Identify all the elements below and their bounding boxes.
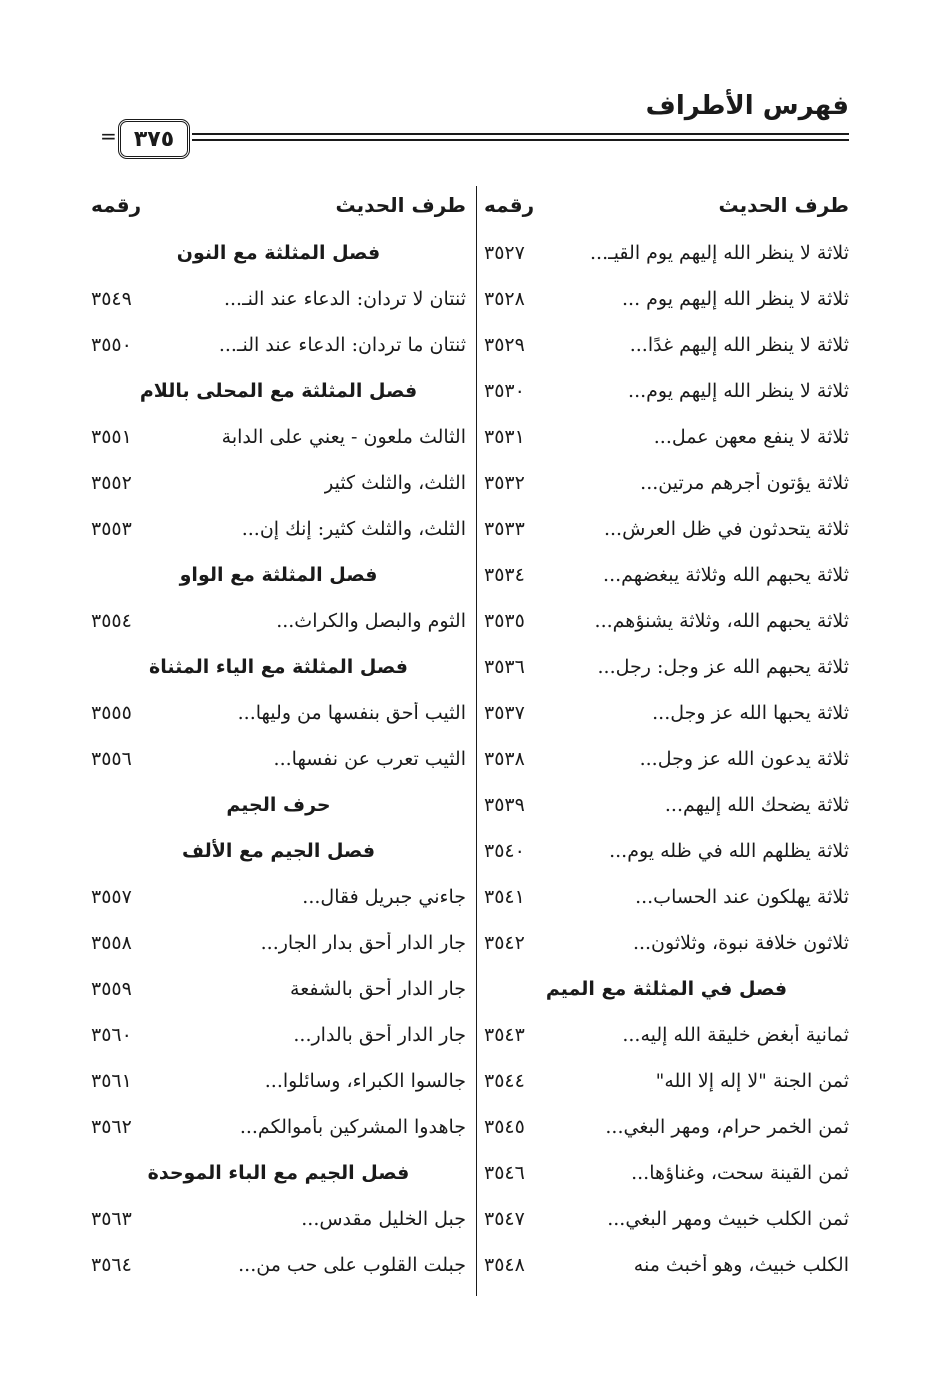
hadith-number: ٣٥٤٤ (484, 1070, 525, 1092)
index-entry (91, 598, 466, 644)
column-header-term: طرف الحديث (718, 193, 849, 217)
hadith-number: ٣٥٢٨ (484, 288, 525, 310)
hadith-excerpt: جبلت القلوب على حب من... (238, 1254, 466, 1276)
column-header (91, 180, 466, 230)
hadith-number: ٣٥٣٩ (484, 794, 525, 816)
index-entry (484, 1196, 849, 1242)
index-entry (484, 1012, 849, 1058)
index-entry (484, 736, 849, 782)
hadith-number: ٣٥٤٠ (484, 840, 525, 862)
hadith-excerpt: جار الدار أحق بالدار... (293, 1024, 466, 1046)
index-entry (484, 230, 849, 276)
index-entry (484, 506, 849, 552)
index-entry (91, 1058, 466, 1104)
index-entry (484, 460, 849, 506)
hadith-number: ٣٥٣٨ (484, 748, 525, 770)
hadith-number: ٣٥٥٣ (91, 518, 132, 540)
hadith-number: ٣٥٤٥ (484, 1116, 525, 1138)
index-entry (484, 598, 849, 644)
hadith-number: ٣٥٥٩ (91, 978, 132, 1000)
hadith-excerpt: ثلاثون خلافة نبوة، وثلاثون... (632, 932, 849, 954)
index-entry (91, 506, 466, 552)
hadith-excerpt: ثمانية أبغض خليقة الله إليه... (622, 1024, 849, 1046)
section-heading: فصل في المثلثة مع الميم (545, 978, 788, 1000)
entry-list (91, 230, 466, 1288)
hadith-excerpt: ثلاثة يؤتون أجرهم مرتين... (640, 472, 849, 494)
hadith-excerpt: جبل الخليل مقدس... (301, 1208, 466, 1230)
hadith-excerpt: ثلاثة لا ينظر الله إليهم غدًا... (629, 334, 849, 356)
hadith-excerpt: الثيب تعرب عن نفسها... (273, 748, 466, 770)
index-entry (91, 1104, 466, 1150)
hadith-excerpt: الكلب خبيث، وهو أخبث منه (633, 1254, 849, 1276)
entry-list (484, 230, 849, 1288)
index-entry (91, 690, 466, 736)
column-header-number: رقمه (484, 193, 535, 217)
index-entry (484, 1058, 849, 1104)
index-entry (91, 1242, 466, 1288)
hadith-number: ٣٥٤١ (484, 886, 525, 908)
index-entry (91, 414, 466, 460)
hadith-number: ٣٥٤٦ (484, 1162, 525, 1184)
index-entry (91, 920, 466, 966)
hadith-number: ٣٥٥٤ (91, 610, 132, 632)
hadith-excerpt: ثمن الجنة "لا إله إلا الله" (655, 1070, 849, 1092)
hadith-excerpt: الثيب أحق بنفسها من وليها... (237, 702, 466, 724)
page-number-mark: = (100, 124, 117, 148)
index-entry (91, 736, 466, 782)
index-entry (91, 874, 466, 920)
column-header-number: رقمه (91, 193, 142, 217)
hadith-excerpt: ثمن الخمر حرام، ومهر البغي... (605, 1116, 849, 1138)
hadith-excerpt: الثلث، والثلث كثير (324, 472, 466, 494)
hadith-excerpt: جار الدار أحق بدار الجار... (260, 932, 466, 954)
page-title: فهرس الأطراف (645, 91, 849, 121)
section-heading: فصل المثلثة مع الياء المثناة (149, 656, 408, 678)
column-header (484, 180, 849, 230)
hadith-excerpt: ثنتان ما تردان: الدعاء عند النـ... (218, 334, 466, 356)
hadith-excerpt: جالسوا الكبراء، وسائلوا... (264, 1070, 466, 1092)
hadith-excerpt: ثلاثة لا ينظر الله إليهم يوم ... (622, 288, 849, 310)
hadith-excerpt: ثمن الكلب خبيث ومهر البغي... (607, 1208, 849, 1230)
hadith-excerpt: ثلاثة يحبها الله عز وجل... (652, 702, 849, 724)
hadith-excerpt: ثلاثة يتحدثون في ظل العرش... (603, 518, 849, 540)
index-entry (484, 368, 849, 414)
page-number: ٣٧٥ (133, 126, 175, 152)
left-column (91, 180, 466, 1288)
index-entry (484, 1242, 849, 1288)
hadith-number: ٣٥٥٨ (91, 932, 132, 954)
section-heading: فصل المثلثة مع النون (176, 242, 381, 264)
hadith-number: ٣٥٣٥ (484, 610, 525, 632)
hadith-number: ٣٥٤٢ (484, 932, 525, 954)
hadith-excerpt: الثلث، والثلث كثير: إنك إن... (241, 518, 466, 540)
hadith-number: ٣٥٣٤ (484, 564, 525, 586)
index-entry (484, 644, 849, 690)
index-entry (91, 1012, 466, 1058)
hadith-excerpt: ثلاثة يظلهم الله في ظله يوم... (609, 840, 849, 862)
hadith-excerpt: ثلاثة يحبهم الله، وثلاثة يشنؤهم... (594, 610, 849, 632)
column-header-term: طرف الحديث (335, 193, 466, 217)
hadith-excerpt: ثلاثة يهلكون عند الحساب... (635, 886, 849, 908)
hadith-number: ٣٥٣٦ (484, 656, 525, 678)
hadith-excerpt: جاهدوا المشركين بأموالكم... (239, 1116, 466, 1138)
hadith-excerpt: ثمن القينة سحت، وغناؤها... (631, 1162, 849, 1184)
hadith-excerpt: الثالث ملعون - يعني على الدابة (221, 426, 466, 448)
hadith-excerpt: ثلاثة لا ينظر الله إليهم يوم القيـ... (590, 242, 849, 264)
hadith-excerpt: ثنتان لا تردان: الدعاء عند النـ... (223, 288, 466, 310)
header-rule-bottom (192, 139, 849, 141)
hadith-number: ٣٥٦١ (91, 1070, 132, 1092)
hadith-excerpt: جار الدار أحق بالشفعة (290, 978, 466, 1000)
index-entry (484, 322, 849, 368)
index-entry (91, 1196, 466, 1242)
hadith-number: ٣٥٢٧ (484, 242, 525, 264)
hadith-excerpt: الثوم والبصل والكراث... (276, 610, 466, 632)
section-heading: حرف الجيم (226, 794, 331, 816)
hadith-number: ٣٥٦٠ (91, 1024, 132, 1046)
hadith-number: ٣٥٥٦ (91, 748, 132, 770)
hadith-number: ٣٥٥٠ (91, 334, 132, 356)
hadith-number: ٣٥٤٧ (484, 1208, 525, 1230)
index-entry (484, 414, 849, 460)
hadith-number: ٣٥٥١ (91, 426, 132, 448)
hadith-excerpt: ثلاثة لا ينفع معهن عمل... (653, 426, 849, 448)
index-entry (484, 920, 849, 966)
index-entry (91, 460, 466, 506)
hadith-number: ٣٥٣٣ (484, 518, 525, 540)
column-divider (476, 186, 477, 1296)
hadith-number: ٣٥٣١ (484, 426, 525, 448)
index-entry (484, 1150, 849, 1196)
right-column (484, 180, 849, 1288)
hadith-excerpt: ثلاثة يدعون الله عز وجل... (639, 748, 849, 770)
section-heading: فصل المثلثة مع الواو (179, 564, 378, 586)
page-number-box (118, 119, 190, 159)
hadith-number: ٣٥٦٢ (91, 1116, 132, 1138)
index-entry (91, 966, 466, 1012)
hadith-number: ٣٥٦٤ (91, 1254, 132, 1276)
hadith-number: ٣٥٥٢ (91, 472, 132, 494)
hadith-number: ٣٥٥٧ (91, 886, 132, 908)
hadith-excerpt: ثلاثة يضحك الله إليهم... (664, 794, 849, 816)
index-entry (91, 276, 466, 322)
hadith-number: ٣٥٤٩ (91, 288, 132, 310)
hadith-number: ٣٥٤٨ (484, 1254, 525, 1276)
hadith-number: ٣٥٥٥ (91, 702, 132, 724)
index-entry (484, 690, 849, 736)
hadith-number: ٣٥٦٣ (91, 1208, 132, 1230)
index-entry (484, 782, 849, 828)
hadith-excerpt: جاءني جبريل فقال... (302, 886, 466, 908)
index-entry (484, 1104, 849, 1150)
section-heading: فصل المثلثة مع المحلى باللام (139, 380, 418, 402)
hadith-number: ٣٥٢٩ (484, 334, 525, 356)
index-entry (484, 552, 849, 598)
hadith-number: ٣٥٣٧ (484, 702, 525, 724)
hadith-excerpt: ثلاثة يحبهم الله عز وجل: رجل... (597, 656, 849, 678)
section-heading: فصل الجيم مع الألف (181, 840, 376, 862)
index-entry (91, 322, 466, 368)
index-entry (484, 276, 849, 322)
section-heading: فصل الجيم مع الباء الموحدة (147, 1162, 410, 1184)
index-entry (484, 874, 849, 920)
hadith-number: ٣٥٣٢ (484, 472, 525, 494)
hadith-number: ٣٥٣٠ (484, 380, 525, 402)
hadith-number: ٣٥٤٣ (484, 1024, 525, 1046)
hadith-excerpt: ثلاثة يحبهم الله وثلاثة يبغضهم... (603, 564, 849, 586)
index-entry (484, 828, 849, 874)
header-rule-top (192, 133, 849, 135)
hadith-excerpt: ثلاثة لا ينظر الله إليهم يوم... (628, 380, 849, 402)
